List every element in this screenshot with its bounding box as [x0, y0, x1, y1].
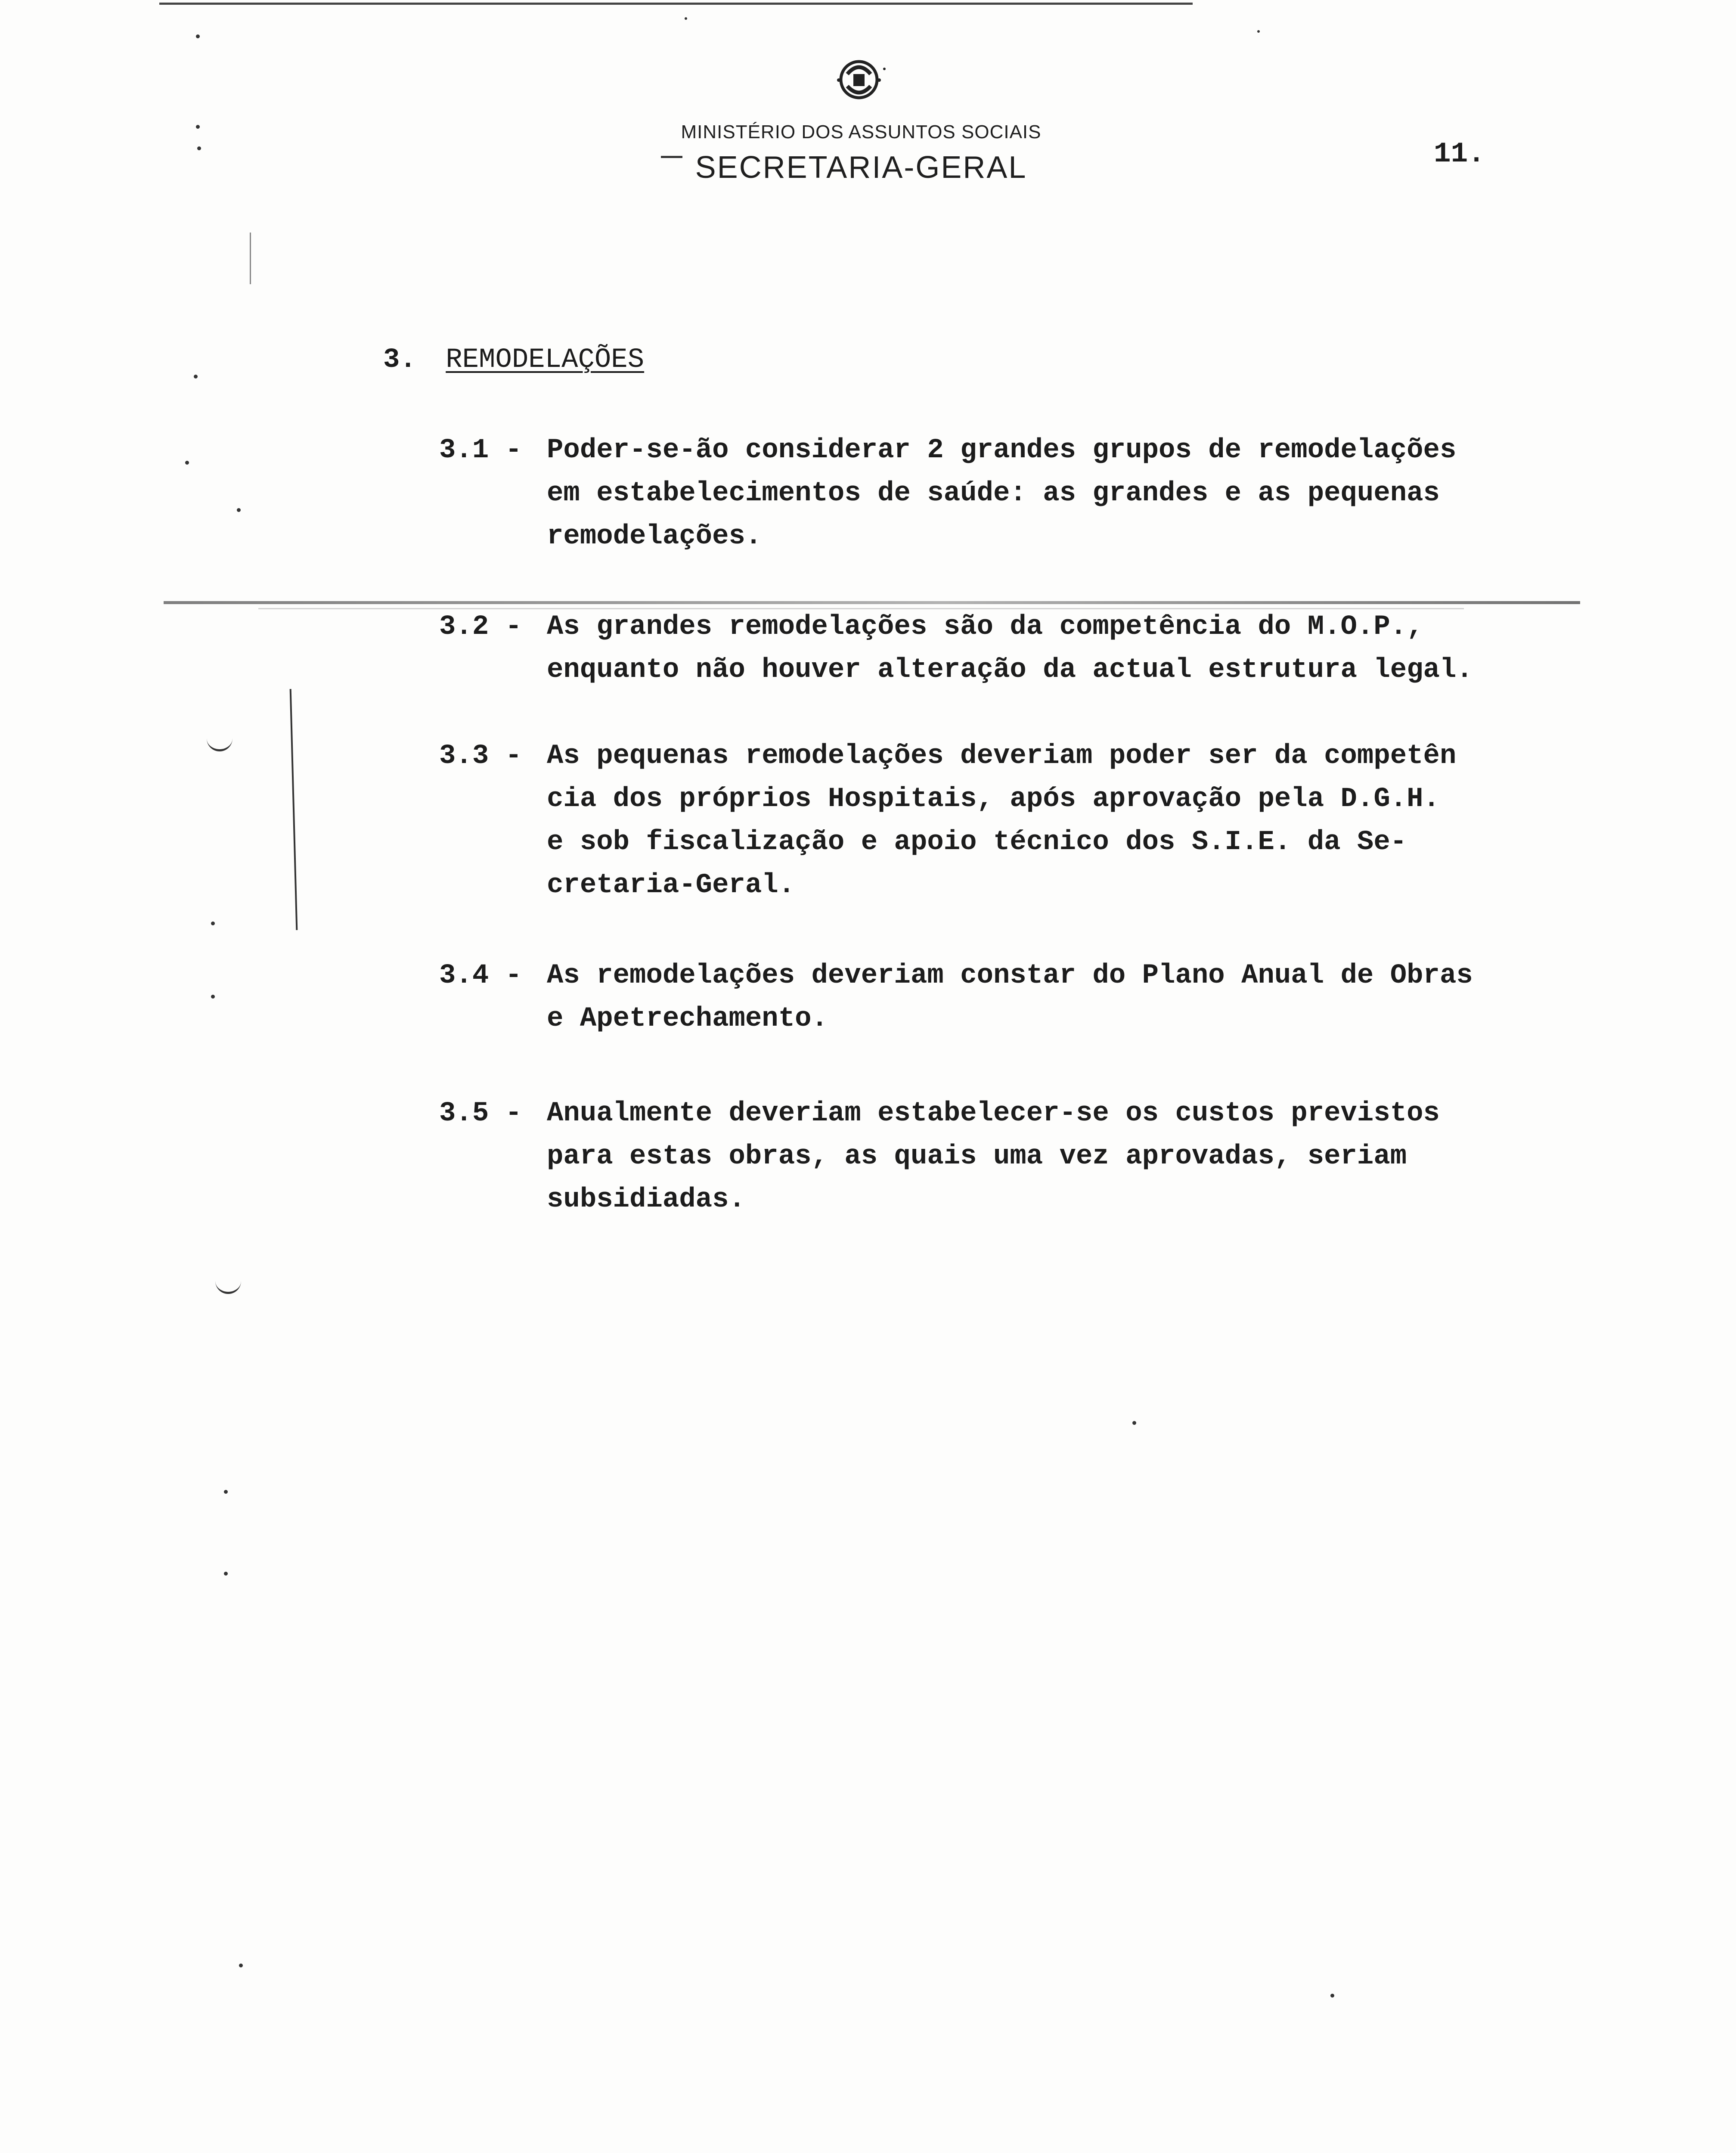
margin-mark — [250, 233, 251, 284]
scan-speck — [237, 508, 241, 512]
scan-speck — [185, 461, 189, 465]
margin-mark — [290, 689, 298, 930]
scan-speck — [197, 146, 201, 150]
paragraph-line: e Apetrechamento. — [547, 1003, 828, 1034]
paragraph-line: enquanto não houver alteração da actual estrutura legal. — [547, 655, 1473, 686]
paragraph-number: 3.3 - — [439, 741, 522, 772]
scan-speck — [211, 921, 215, 925]
paragraph-line: subsidiadas. — [547, 1184, 745, 1215]
scan-speck — [685, 17, 687, 20]
scan-speck — [196, 125, 200, 129]
scan-speck — [1257, 30, 1260, 33]
paragraph-line: para estas obras, as quais uma vez aprovadas, seriam — [547, 1141, 1407, 1172]
paragraph-line: As grandes remodelações são da competência do M.O.P., — [547, 611, 1423, 642]
paragraph-number: 3.2 - — [439, 611, 522, 642]
scan-speck — [194, 375, 198, 378]
scan-top-rule — [159, 3, 1193, 5]
paragraph-number: 3.4 - — [439, 960, 522, 991]
paragraph-line: remodelações. — [547, 521, 762, 552]
scan-speck — [211, 995, 215, 999]
section-number: 3. — [383, 344, 416, 375]
paragraph-line: e sob fiscalização e apoio técnico dos S.I.E. da Se- — [547, 827, 1407, 858]
department-name: SECRETARIA-GERAL — [695, 150, 1027, 185]
margin-arc-mark — [207, 732, 232, 751]
paragraph-line: As pequenas remodelações deveriam poder ser da competên — [547, 741, 1457, 772]
paragraph-number: 3.1 - — [439, 435, 522, 466]
paragraph-line: cretaria-Geral. — [547, 870, 795, 901]
scan-fold-line — [164, 601, 1580, 604]
page-number: 11. — [1434, 138, 1485, 170]
scan-speck — [224, 1572, 228, 1576]
government-emblem-icon — [831, 52, 887, 108]
paragraph-line: Poder-se-ão considerar 2 grandes grupos de remodelações — [547, 435, 1457, 466]
scan-speck — [239, 1964, 243, 1967]
scan-speck — [224, 1490, 228, 1494]
paragraph-line: As remodelações deveriam constar do Plano Anual de Obras — [547, 960, 1473, 991]
paragraph-line: Anualmente deveriam estabelecer-se os custos previstos — [547, 1098, 1440, 1129]
scan-fold-line-faint — [258, 608, 1464, 609]
section-heading — [383, 344, 644, 375]
paragraph-line: em estabelecimentos de saúde: as grandes e as pequenas — [547, 478, 1440, 509]
paragraph-number: 3.5 - — [439, 1098, 522, 1129]
section-title: REMODELAÇÕES — [446, 344, 645, 375]
scan-speck — [1132, 1421, 1136, 1425]
scan-speck — [196, 34, 200, 38]
ministry-name: MINISTÉRIO DOS ASSUNTOS SOCIAIS — [681, 121, 1042, 143]
margin-arc-mark — [215, 1275, 241, 1294]
scan-speck — [1330, 1994, 1334, 1998]
paragraph-line: cia dos próprios Hospitais, após aprovação pela D.G.H. — [547, 784, 1440, 815]
